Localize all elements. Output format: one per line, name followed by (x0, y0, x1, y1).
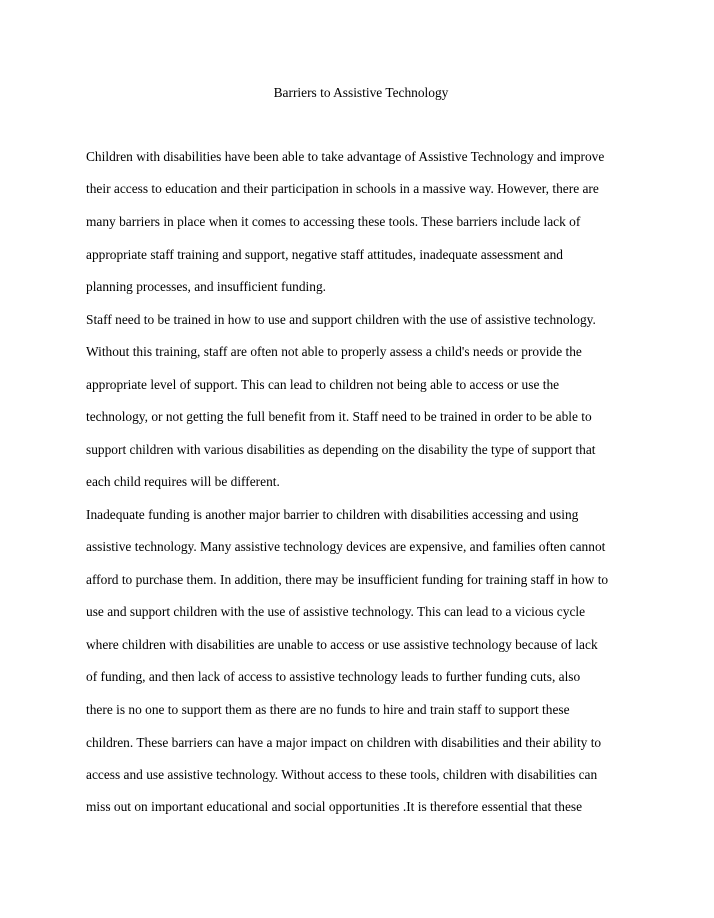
text-line: many barriers in place when it comes to accessing these tools. These barriers include lack of (86, 214, 581, 229)
text-line: where children with disabilities are unable to access or use assistive technology because of lack (86, 637, 598, 652)
text-line: access and use assistive technology. Without access to these tools, children with disabilities can (86, 767, 598, 782)
text-line: appropriate level of support. This can lead to children not being able to access or use the (86, 377, 560, 392)
text-line: their access to education and their participation in schools in a massive way. However, there are (86, 181, 599, 196)
text-line: support children with various disabilities as depending on the disability the type of support that (86, 442, 596, 457)
text-line: use and support children with the use of assistive technology. This can lead to a vicious cycle (86, 604, 586, 619)
text-line: Staff need to be trained in how to use and support children with the use of assistive technology. (86, 312, 596, 327)
text-line: technology, or not getting the full benefit from it. Staff need to be trained in order to be able to (86, 409, 592, 424)
text-line: planning processes, and insufficient funding. (86, 279, 326, 294)
text-line: afford to purchase them. In addition, there may be insufficient funding for training staff in how to (86, 572, 609, 587)
text-line: miss out on important educational and social opportunities .It is therefore essential that these (86, 799, 583, 814)
text-line: assistive technology. Many assistive technology devices are expensive, and families often cannot (86, 539, 606, 554)
text-line: Children with disabilities have been able to take advantage of Assistive Technology and improve (86, 149, 605, 164)
text-line: Without this training, staff are often not able to properly assess a child's needs or provide the (86, 344, 582, 359)
text-line: Inadequate funding is another major barrier to children with disabilities accessing and using (86, 507, 579, 522)
text-line: appropriate staff training and support, negative staff attitudes, inadequate assessment and (86, 247, 563, 262)
text-line: of funding, and then lack of access to assistive technology leads to further funding cuts, also (86, 669, 581, 684)
text-line: children. These barriers can have a major impact on children with disabilities and their ability to (86, 735, 602, 750)
text-line: there is no one to support them as there are no funds to hire and train staff to support these (86, 702, 570, 717)
document-title: Barriers to Assistive Technology (273, 85, 449, 100)
text-line: each child requires will be different. (86, 474, 280, 489)
